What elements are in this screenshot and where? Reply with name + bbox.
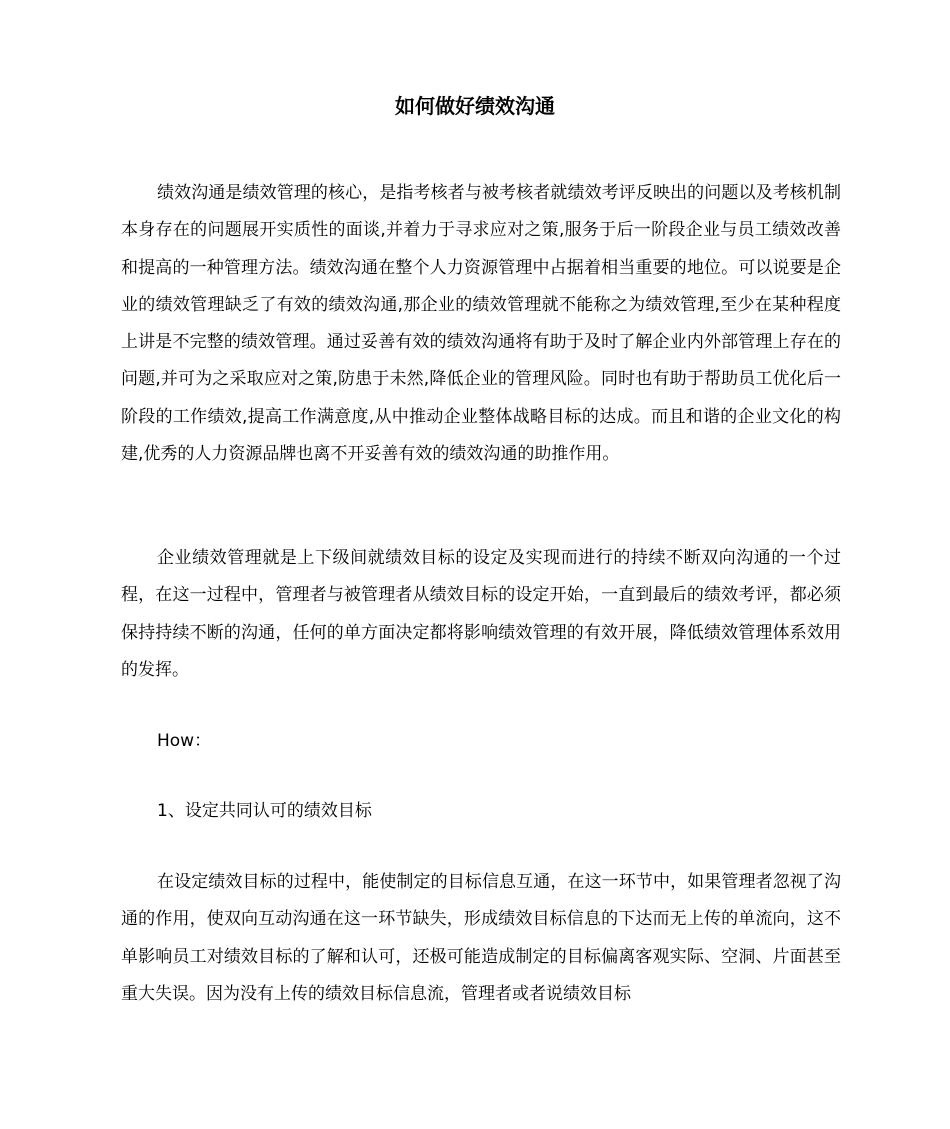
paragraph-goal-setting: 在设定绩效目标的过程中，能使制定的目标信息互通，在这一环节中，如果管理者忽视了沟通的作用，使双向互动沟通在这一环节缺失，形成绩效目标信息的下达而无上传的单流向，这不单影响员工对绩效目标的了解和认可，还极可能造成制定的目标偏离客观实际、空洞、片面甚至重大失误。因为没有上传的绩效目标信息流，管理者或者说绩效目标 [121, 872, 841, 1004]
paragraph-how: How： [157, 731, 212, 751]
paragraph-process: 企业绩效管理就是上下级间就绩效目标的设定及实现而进行的持续不断双向沟通的一个过程，在这一过程中，管理者与被管理者从绩效目标的设定开始，一直到最后的绩效考评，都必须保持持续不断的沟通，任何的单方面决定都将影响绩效管理的有效开展，降低绩效管理体系效用的发挥。 [121, 548, 841, 680]
paragraph-intro: 绩效沟通是绩效管理的核心，是指考核者与被考核者就绩效考评反映出的问题以及考核机制本身存在的问题展开实质性的面谈,并着力于寻求应对之策,服务于后一阶段企业与员工绩效改善和提高的一种管理方法。绩效沟通在整个人力资源管理中占据着相当重要的地位。可以说要是企业的绩效管理缺乏了有效的绩效沟通,那企业的绩效管理就不能称之为绩效管理,至少在某种程度上讲是不完整的绩效管理。通过妥善有效的绩效沟通将有助于及时了解企业内外部管理上存在的问题,并可为之采取应对之策,防患于未然,降低企业的管理风险。同时也有助于帮助员工优化后一阶段的工作绩效,提高工作满意度,从中推动企业整体战略目标的达成。而且和谐的企业文化的构建,优秀的人力资源品牌也离不开妥善有效的绩效沟通的助推作用。 [121, 183, 841, 465]
section-heading-1: 1、设定共同认可的绩效目标 [157, 801, 372, 821]
document-title: 如何做好绩效沟通 [395, 94, 555, 118]
